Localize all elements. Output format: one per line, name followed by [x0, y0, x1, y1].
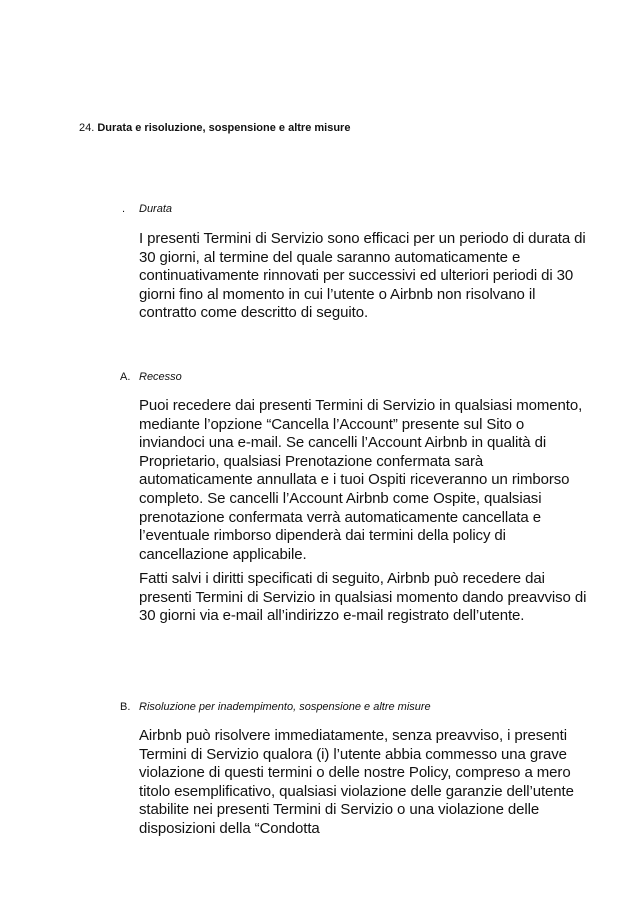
section-title: Durata e risoluzione, sospensione e altre misure — [97, 122, 351, 134]
section-heading — [79, 121, 350, 135]
subsection-marker-recesso: A. — [120, 371, 131, 383]
paragraph-risoluzione: Airbnb può risolvere immediatamente, senza preavviso, i presenti Termini di Servizio qualora (i) l’utente abbia commesso una grave violazione di questi termini o delle nostre Policy, compreso a mero titolo esemplificativo, qualsiasi violazione delle garanzie dell’utente stabilite nei presenti Termini di Servizio o una violazione delle disposizioni della “Condotta — [139, 727, 574, 837]
subsection-title-risoluzione: Risoluzione per inadempimento, sospensione e altre misure — [139, 701, 431, 713]
section-number: 24. — [79, 122, 95, 134]
subsection-marker-risoluzione: B. — [120, 701, 131, 713]
paragraph-durata: I presenti Termini di Servizio sono efficaci per un periodo di durata di 30 giorni, al termine del quale saranno automaticamente e continuativamente rinnovati per successivi ed ulteriori periodi di 30 giorni fino al momento in cui l’utente o Airbnb non risolvano il contratto come descritto di seguito. — [139, 230, 586, 322]
subsection-title-recesso: Recesso — [139, 371, 182, 383]
subsection-title-durata: Durata — [139, 203, 173, 215]
paragraph-recesso-2: Fatti salvi i diritti specificati di seguito, Airbnb può recedere dai presenti Termini di Servizio in qualsiasi momento dando preavviso di 30 giorni via e-mail all’indirizzo e-mail registrato dell’utente. — [139, 570, 587, 625]
subsection-marker-durata: . — [122, 203, 126, 215]
paragraph-recesso-1: Puoi recedere dai presenti Termini di Servizio in qualsiasi momento, mediante l’opzione “Cancella l’Account” presente sul Sito o inviandoci una e-mail. Se cancelli l’Account Airbnb in qualità di Proprietario, qualsiasi Prenotazione confermata sarà automaticamente annullata e i tuoi Ospiti riceveranno un rimborso completo. Se cancelli l’Account Airbnb come Ospite, qualsiasi prenotazione confermata verrà automaticamente cancellata e l’eventuale rimborso dipenderà dai termini della policy di cancellazione applicabile. — [139, 397, 583, 563]
